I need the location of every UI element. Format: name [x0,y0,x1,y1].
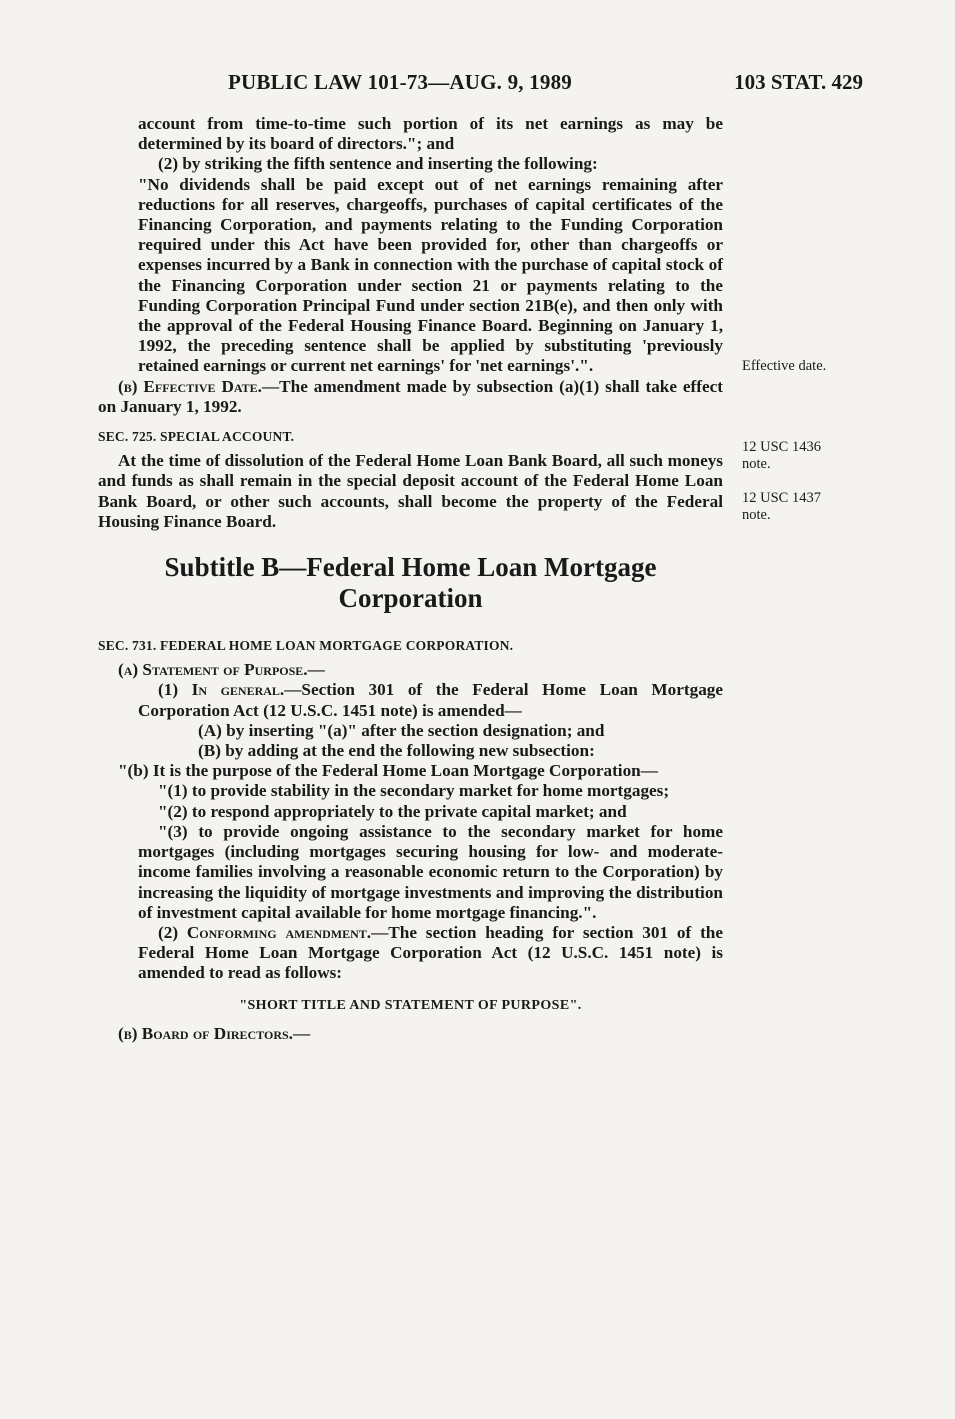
section-725-heading: SEC. 725. SPECIAL ACCOUNT. [98,429,295,445]
subsection-bb-dash: — [292,1023,311,1043]
quoted-subsection-b: "(b) It is the purpose of the Federal Home Loan Mortgage Corporation— [118,761,658,781]
paragraph-a2-text: —The section heading for section 301 of the Federal Home Loan Mortgage Corporation Act (12 U.S.C. 1451 note) is amended to read as follows: [138,922,723,983]
paragraph-aB: (B) by adding at the end the following new subsection: [198,741,595,761]
margin-note-usc-1436 [742,439,821,473]
subtitle-line-2: Corporation [338,583,483,614]
paragraph-a1-label: In general. [191,680,285,700]
body-text [98,114,723,1044]
subsection-a-label: (a) Statement of Purpose. [118,660,308,680]
paragraph-a2-number: (2) [158,922,187,942]
margin-note-effective-date: Effective date. [742,358,827,374]
usc-1436-line-1: 12 USC 1436 [742,439,821,455]
subsection-b-text: —The amendment made by subsection (a)(1) shall take effect on January 1, 1992. [98,376,723,416]
paragraph-continuation: account from time-to-time such portion of its net earnings as may be determined by its board of directors."; and [138,114,723,154]
subtitle-line-1: Subtitle B—Federal Home Loan Mortgage [164,552,657,583]
quoted-item-2: "(2) to respond appropriately to the private capital market; and [158,801,627,821]
subsection-bb-label: (b) Board of Directors. [118,1023,293,1043]
subsection-a-heading [98,660,723,680]
usc-1437-line-2: note. [742,507,771,523]
usc-1436-line-2: note. [742,456,771,472]
running-header: PUBLIC LAW 101-73—AUG. 9, 1989 [228,70,572,94]
subsection-a-dash: — [307,660,325,680]
quoted-amendment-text: "No dividends shall be paid except out of net earnings remaining after reductions for all reserves, chargeoffs, purchases of capital certificates of the Financing Corporation, and payments relating to the Funding Corporation required under this Act have been provided for, other than chargeoffs or expenses incurred by a Bank in connection with the purchase of capital stock of the Financing Corporation under section 21 or payments relating to the Funding Corporation Principal Fund under section 21B(e), and then only with the approval of the Federal Housing Finance Board. Beginning on January 1, 1992, the preceding sentence shall be applied by substituting 'previously retained earnings or current net earnings' for 'net earnings'.". [138,174,723,376]
paragraph-a1-text: —Section 301 of the Federal Home Loan Mortgage Corporation Act (12 U.S.C. 1451 note) is amended— [138,680,724,720]
quoted-item-1: "(1) to provide stability in the secondary market for home mortgages; [158,781,670,801]
section-731-heading: SEC. 731. FEDERAL HOME LOAN MORTGAGE CORPORATION. [98,638,514,654]
section-725-text: At the time of dissolution of the Federal Home Loan Bank Board, all such moneys and funds as shall remain in the special deposit account of the Federal Home Loan Bank Board, or other such accounts, shall become the property of the Federal Housing Finance Board. [98,451,723,531]
paragraph-amendment-2: (2) by striking the fifth sentence and inserting the following: [158,154,598,174]
usc-1437-line-1: 12 USC 1437 [742,490,821,506]
paragraph-a2-label: Conforming amendment. [186,922,372,942]
subsection-b-heading: (b) Effective Date. [118,376,262,396]
page-number: 103 STAT. 429 [734,70,863,94]
subsection-b-board [98,1024,723,1044]
quoted-item-3: "(3) to provide ongoing assistance to the secondary market for home mortgages (including mortgages securing housing for low- and moderate-income families involving a reasonable economic return to the Corporation) by increasing the liquidity of mortgage investments and improving the distribution of investment capital available for home mortgage financing.". [138,821,723,922]
subtitle-heading [98,552,723,614]
paragraph-aA: (A) by inserting "(a)" after the section designation; and [198,720,605,740]
paragraph-a2 [98,923,723,984]
short-title-heading: "SHORT TITLE AND STATEMENT OF PURPOSE". [239,997,582,1013]
paragraph-a1 [98,680,723,720]
subsection-b-effective-date [98,377,723,417]
paragraph-a1-number: (1) [158,680,192,700]
margin-note-usc-1437 [742,490,821,524]
